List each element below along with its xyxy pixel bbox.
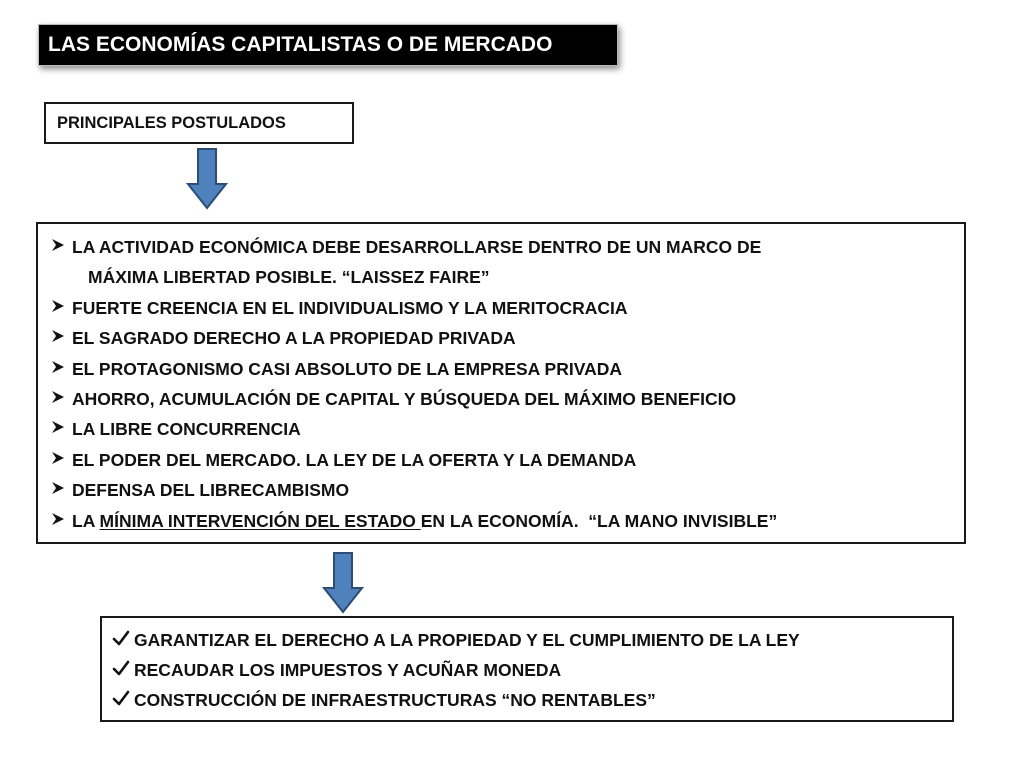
- arrowhead-bullet-icon: [50, 506, 72, 536]
- list-item: [112, 625, 942, 655]
- list-item-text: DEFENSA DEL LIBRECAMBISMO: [72, 480, 350, 501]
- list-item: [50, 323, 954, 353]
- list-item: [50, 445, 954, 475]
- subtitle-box: [44, 102, 354, 144]
- list-item: [112, 685, 942, 715]
- subtitle-text: PRINCIPALES POSTULADOS: [57, 113, 286, 132]
- list-item: [50, 354, 954, 384]
- arrowhead-bullet-icon: [50, 354, 72, 384]
- list-item-text-pre: LA: [72, 510, 100, 531]
- list-item-text: EL PROTAGONISMO CASI ABSOLUTO DE LA EMPRESA PRIVADA: [72, 358, 622, 379]
- arrowhead-bullet-icon: [50, 414, 72, 444]
- postulados-box: [36, 222, 966, 544]
- list-item-text-post: EN LA ECONOMÍA. “LA MANO INVISIBLE”: [420, 510, 778, 531]
- checkmark-icon: [112, 625, 134, 655]
- down-arrow-icon: [186, 148, 228, 210]
- list-item: [50, 475, 954, 505]
- checkmark-icon: [112, 685, 134, 715]
- list-item-text-underlined: MÍNIMA INTERVENCIÓN DEL ESTADO: [99, 510, 421, 531]
- list-item: [50, 293, 954, 323]
- arrowhead-bullet-icon: [50, 445, 72, 475]
- list-item: [50, 384, 954, 414]
- list-item-text: RECAUDAR LOS IMPUESTOS Y ACUÑAR MONEDA: [134, 660, 562, 681]
- checkmark-icon: [112, 655, 134, 685]
- list-item-text: LA LIBRE CONCURRENCIA: [72, 419, 301, 440]
- list-item-text: CONSTRUCCIÓN DE INFRAESTRUCTURAS “NO RENTABLES”: [134, 690, 656, 711]
- list-item-text: MÁXIMA LIBERTAD POSIBLE. “LAISSEZ FAIRE”: [88, 267, 490, 288]
- slide-title: [38, 24, 618, 66]
- list-item: [50, 506, 954, 536]
- arrowhead-bullet-icon: [50, 475, 72, 505]
- down-arrow-icon: [322, 552, 364, 614]
- arrowhead-bullet-icon: [50, 232, 72, 262]
- arrowhead-bullet-icon: [50, 384, 72, 414]
- slide-title-text: LAS ECONOMÍAS CAPITALISTAS O DE MERCADO: [48, 33, 553, 56]
- funciones-estado-box: [100, 616, 954, 722]
- arrowhead-bullet-icon: [50, 293, 72, 323]
- list-item-text: LA ACTIVIDAD ECONÓMICA DEBE DESARROLLARSE DENTRO DE UN MARCO DE: [72, 237, 762, 257]
- arrowhead-bullet-icon: [50, 323, 72, 353]
- list-item-text: FUERTE CREENCIA EN EL INDIVIDUALISMO Y LA MERITOCRACIA: [72, 297, 628, 318]
- list-item: [50, 414, 954, 444]
- list-item-text: EL SAGRADO DERECHO A LA PROPIEDAD PRIVADA: [72, 328, 516, 349]
- list-item-text: GARANTIZAR EL DERECHO A LA PROPIEDAD Y EL CUMPLIMIENTO DE LA LEY: [134, 630, 800, 650]
- list-item-text: EL PODER DEL MERCADO. LA LEY DE LA OFERTA Y LA DEMANDA: [72, 449, 637, 470]
- list-item-text: AHORRO, ACUMULACIÓN DE CAPITAL Y BÚSQUEDA DEL MÁXIMO BENEFICIO: [72, 388, 737, 409]
- list-item: [112, 655, 942, 685]
- list-item-continuation: [50, 262, 954, 292]
- list-item: [50, 232, 954, 262]
